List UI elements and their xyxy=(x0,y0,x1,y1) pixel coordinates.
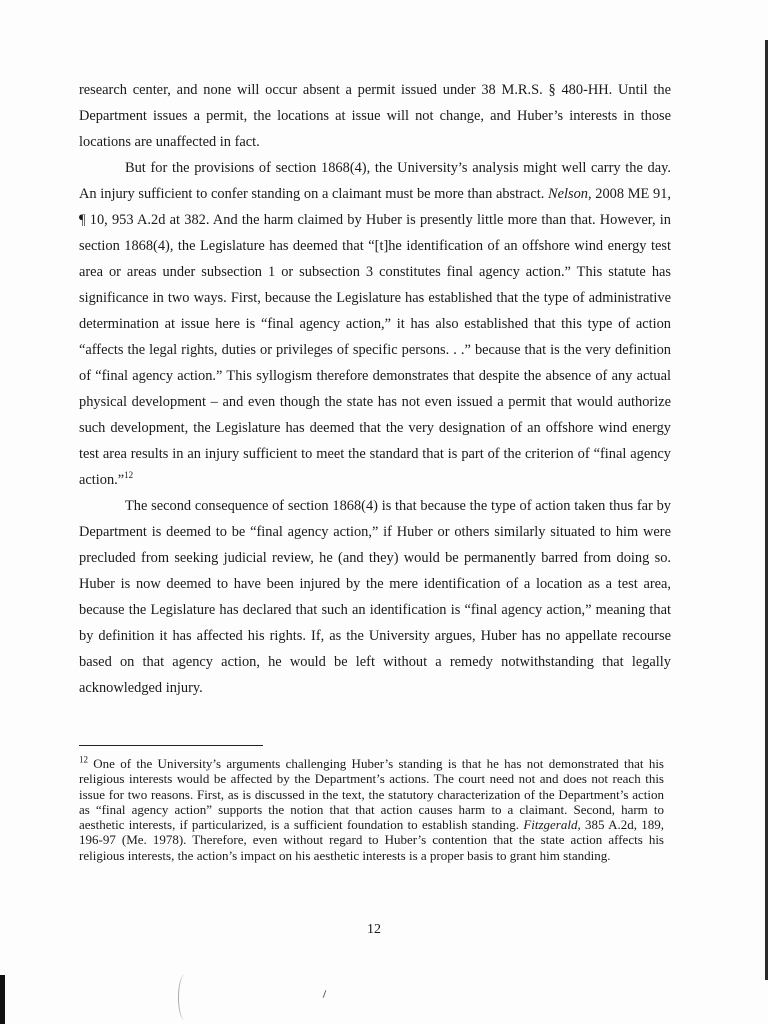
case-citation-nelson: Nelson xyxy=(548,186,588,202)
footnote-part2: , 385 A.2d, 189, 196-97 (Me. 1978). Therefore, even without regard to Huber’s contention that the state action affects his religious interests, the action’s impact on his aesthetic interests is a proper basis to grant him standing. xyxy=(79,817,664,863)
scan-edge-shadow-bottom-left xyxy=(0,975,5,1024)
scan-artifact-tick xyxy=(323,990,327,998)
footnote-12 xyxy=(79,756,664,863)
page-number: 12 xyxy=(367,922,381,937)
paragraph-2-part1: But for the provisions of section 1868(4), the University’s analysis might well carry the day. An injury sufficient to confer standing on a claimant must be more than abstract. xyxy=(79,160,671,202)
scan-artifact-mark xyxy=(178,975,191,1020)
paragraph-2-part2: , 2008 ME 91, ¶ 10, 953 A.2d at 382. And the harm claimed by Huber is presently little more than that. However, in section 1868(4), the Legislature has deemed that “[t]he identification of an offshore wind energy test area or areas under subsection 1 or subsection 3 constitutes final agency action.” This statute has significance in two ways. First, because the Legislature has established that the type of administrative determination at issue here is “final agency action,” it has also established that this type of action “affects the legal rights, duties or privileges of specific persons. . .” because that is the very definition of “final agency action.” This syllogism therefore demonstrates that despite the absence of any actual physical development – and even though the state has not even issued a permit that would authorize such development, the Legislature has deemed that the very designation of an offshore wind energy test area results in an injury sufficient to meet the standard that is part of the criterion of “final agency action.” xyxy=(79,186,672,488)
footnote-separator xyxy=(79,745,263,746)
paragraph-3: The second consequence of section 1868(4) is that because the type of action taken thus far by Department is deemed to be “final agency action,” if Huber or others similarly situated to him were precluded from seeking judicial review, he (and they) would be permanently barred from doing so. Huber is now deemed to have been injured by the mere identification of a location as a test area, because the Legislature has declared that such an identification is “final agency action,” meaning that by definition it has affected his rights. If, as the University argues, Huber has no appellate recourse based on that agency action, he would be left without a remedy notwithstanding that legally acknowledged injury. xyxy=(79,498,671,696)
footnote-number: 12 xyxy=(79,754,88,765)
case-citation-fitzgerald: Fitzgerald xyxy=(523,817,578,833)
paragraph-2 xyxy=(79,155,671,493)
footnote-text xyxy=(79,756,664,863)
paragraph-1: research center, and none will occur absent a permit issued under 38 M.R.S. § 480-HH. Until the Department issues a permit, the locations at issue will not change, and Huber’s interests in those locations are unaffected in fact. xyxy=(79,82,671,150)
body-text xyxy=(79,77,671,701)
footnote-reference[interactable]: 12 xyxy=(124,470,134,481)
footnote-part1: One of the University’s arguments challenging Huber’s standing is that he has not demonstrated that his religious interests would be affected by the Department’s actions. The court need not and does not reach this issue for two reasons. First, as is discussed in the text, the statutory characterization of the Department’s action as “final agency action” supports the notion that that action causes harm to a claimant. Second, harm to aesthetic interests, if particularized, is a sufficient foundation to establish standing. xyxy=(79,756,664,833)
